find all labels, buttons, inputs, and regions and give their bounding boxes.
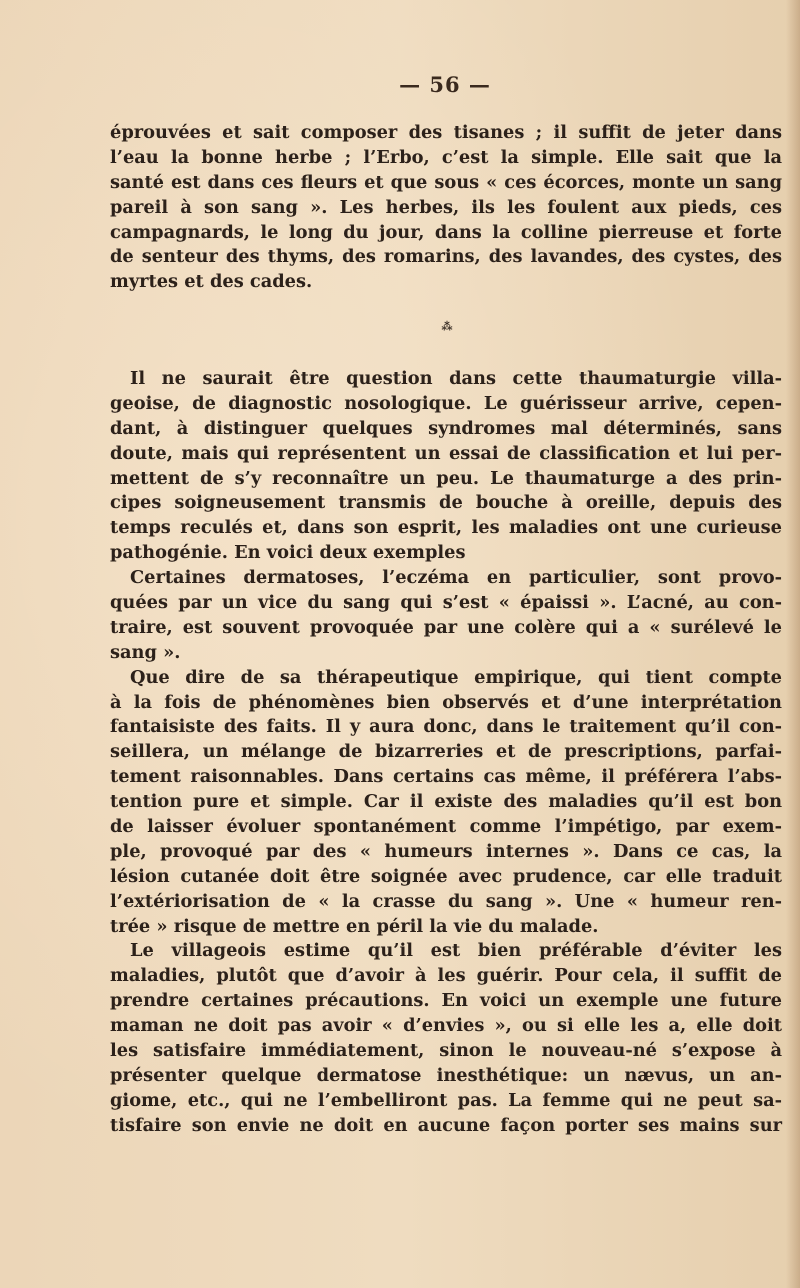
text-line: de senteur des thyms, des romarins, des lavandes, des cystes, des xyxy=(110,246,782,268)
text-line: éprouvées et sait composer des tisanes ; il suffit de jeter dans xyxy=(110,122,782,143)
text-line: tention pure et simple. Car il existe des maladies qu’il est bon xyxy=(110,791,782,813)
text-line: doute, mais qui représentent un essai de classification et lui per- xyxy=(110,442,782,464)
text-line: prendre certaines précautions. En voici un exemple une future xyxy=(110,990,782,1012)
text-line: seillera, un mélange de bizarreries et de prescriptions, parfai- xyxy=(110,741,782,763)
text-line: les satisfaire immédiatement, sinon le nouveau-né s’expose à xyxy=(110,1040,782,1062)
section-separator: ⁂ xyxy=(441,320,453,333)
text-line: maman ne doit pas avoir « d’envies », ou si elle les a, elle doit xyxy=(110,1015,782,1037)
text-line: à la fois de phénomènes bien observés et d’une interprétation xyxy=(110,691,782,713)
text-line: cipes soigneusement transmis de bouche à oreille, depuis des xyxy=(110,492,782,514)
paragraph-block-1 xyxy=(110,121,782,295)
page-edge-shadow xyxy=(786,0,800,1288)
text-line: présenter quelque dermatose inesthétique: un nævus, un an- xyxy=(110,1064,782,1086)
paragraph-block-2 xyxy=(110,367,782,1139)
text-line: Que dire de sa thérapeutique empirique, qui tient compte xyxy=(130,666,782,688)
text-line: sang ». xyxy=(110,641,181,663)
text-line: Certaines dermatoses, l’eczéma en particulier, sont provo- xyxy=(130,567,782,589)
text-line: lésion cutanée doit être soignée avec prudence, car elle traduit xyxy=(110,865,782,887)
text-line: Le villageois estime qu’il est bien préférable d’éviter les xyxy=(130,940,782,962)
text-line: pathogénie. En voici deux exemples xyxy=(110,542,466,564)
text-line: giome, etc., qui ne l’embelliront pas. La femme qui ne peut sa- xyxy=(110,1089,782,1111)
text-line: trée » risque de mettre en péril la vie du malade. xyxy=(110,915,599,937)
text-line: tisfaire son envie ne doit en aucune façon porter ses mains sur xyxy=(110,1114,782,1136)
text-line: l’eau la bonne herbe ; l’Erbo, c’est la simple. Elle sait que la xyxy=(110,146,782,168)
text-line: quées par un vice du sang qui s’est « épaissi ». L’acné, au con- xyxy=(110,592,782,614)
text-line: myrtes et des cades. xyxy=(110,271,313,293)
page-number: — 56 — xyxy=(399,72,491,97)
text-line: maladies, plutôt que d’avoir à les guérir. Pour cela, il suffit de xyxy=(110,965,782,987)
text-line: campagnards, le long du jour, dans la colline pierreuse et forte xyxy=(110,221,782,243)
text-line: fantaisiste des faits. Il y aura donc, dans le traitement qu’il con- xyxy=(110,716,782,738)
text-line: l’extériorisation de « la crasse du sang ». Une « humeur ren- xyxy=(110,890,782,912)
text-line: pareil à son sang ». Les herbes, ils les foulent aux pieds, ces xyxy=(110,196,782,218)
text-line: mettent de s’y reconnaître un peu. Le thaumaturge a des prin- xyxy=(110,467,782,489)
text-line: ple, provoqué par des « humeurs internes ». Dans ce cas, la xyxy=(110,840,782,862)
text-line: de laisser évoluer spontanément comme l’impétigo, par exem- xyxy=(110,816,782,838)
text-line: Il ne saurait être question dans cette thaumaturgie villa- xyxy=(130,368,782,389)
text-line: temps reculés et, dans son esprit, les maladies ont une curieuse xyxy=(110,517,782,539)
text-line: traire, est souvent provoquée par une colère qui a « surélevé le xyxy=(110,616,782,638)
text-line: santé est dans ces fleurs et que sous « ces écorces, monte un sang xyxy=(110,171,782,193)
text-line: geoise, de diagnostic nosologique. Le guérisseur arrive, cepen- xyxy=(110,392,782,414)
text-line: dant, à distinguer quelques syndromes mal déterminés, sans xyxy=(110,417,782,439)
text-line: tement raisonnables. Dans certains cas même, il préférera l’abs- xyxy=(110,766,782,788)
